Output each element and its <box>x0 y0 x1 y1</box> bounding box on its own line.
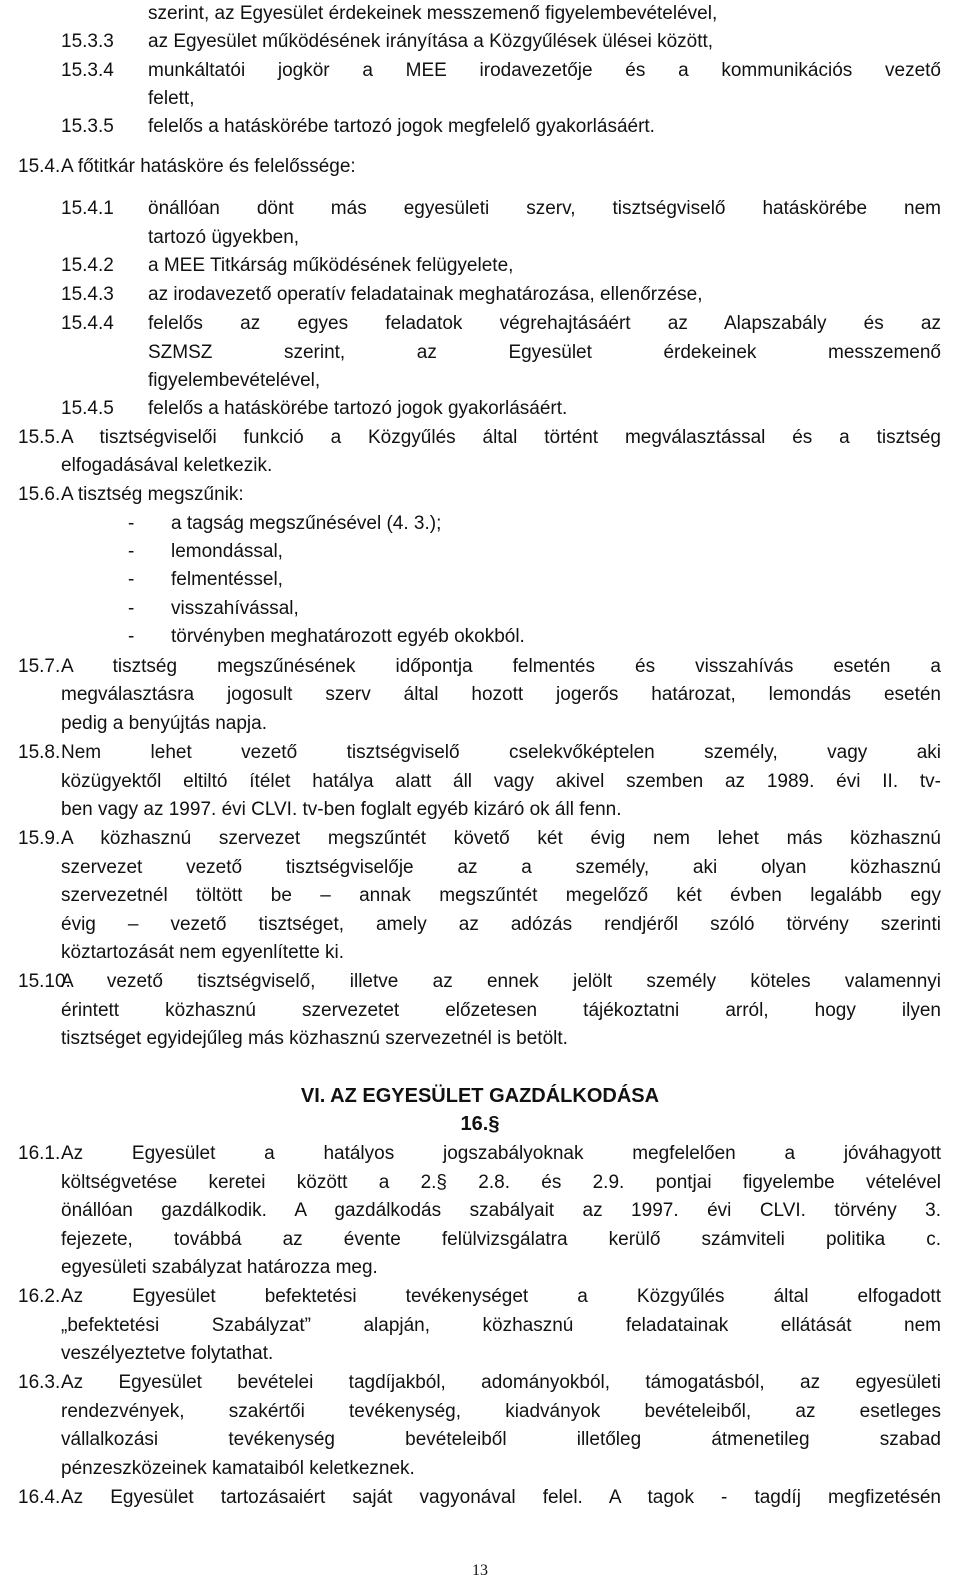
text-line: A tisztség megszűnésének időpontja felmentés és visszahívás esetén a <box>61 656 941 677</box>
text-line: figyelembevételével, <box>148 370 321 391</box>
chapter-title: VI. AZ EGYESÜLET GAZDÁLKODÁSA <box>300 1085 660 1107</box>
text-line: Az Egyesület befektetési tevékenységet a Közgyűlés által elfogadott <box>61 1286 941 1307</box>
section-number: 15.8. <box>18 742 61 763</box>
section-number: 15.7. <box>18 656 61 677</box>
section-heading: 16.§ <box>460 1113 500 1135</box>
list-item: visszahívással, <box>171 598 299 619</box>
text-line: felelős a hatáskörébe tartozó jogok gyakorlásáért. <box>148 398 568 419</box>
list-dash: - <box>128 598 135 619</box>
list-item: a tagság megszűnésével (4. 3.); <box>171 513 442 534</box>
section-number: 16.3. <box>18 1372 61 1393</box>
text-line: évig – vezető tisztséget, amely az adózás rendjéről szóló törvény szerinti <box>61 914 941 935</box>
item-number: 15.3.4 <box>61 60 114 81</box>
list-dash: - <box>128 569 135 590</box>
text-line: az irodavezető operatív feladatainak meghatározása, ellenőrzése, <box>148 284 703 305</box>
text-line: szerint, az Egyesület érdekeinek messzemenő figyelembevételével, <box>148 3 718 24</box>
text-line: egyesületi szabályzat határozza meg. <box>61 1257 378 1278</box>
text-line: felelős az egyes feladatok végrehajtásáért az Alapszabály és az <box>148 313 941 334</box>
text-line: tartozó ügyekben, <box>148 227 300 248</box>
item-number: 15.4.3 <box>61 284 114 305</box>
item-number: 15.4.1 <box>61 198 114 219</box>
text-line: vállalkozási tevékenység bevételeiből illetőleg átmenetileg szabad <box>61 1429 941 1450</box>
section-number: 15.4. <box>18 156 61 177</box>
text-line: az Egyesület működésének irányítása a Közgyűlések ülései között, <box>148 31 714 52</box>
text-line: munkáltatói jogkör a MEE irodavezetője és a kommunikációs vezető <box>148 60 941 81</box>
list-dash: - <box>128 513 135 534</box>
text-line: A tisztség megszűnik: <box>61 484 244 505</box>
text-line: Az Egyesület tartozásaiért saját vagyonával felel. A tagok - tagdíj megfizetésén <box>61 1487 941 1508</box>
text-line: szervezetnél töltött be – annak megszűntét megelőző két évben legalább egy <box>61 885 941 906</box>
text-line: felett, <box>148 88 195 109</box>
text-line: Az Egyesület a hatályos jogszabályoknak megfelelően a jóváhagyott <box>61 1143 941 1164</box>
page-number: 13 <box>472 1562 488 1579</box>
text-line: pedig a benyújtás napja. <box>61 713 267 734</box>
text-line: szervezet vezető tisztségviselője az a személy, aki olyan közhasznú <box>61 857 941 878</box>
text-line: Az Egyesület bevételei tagdíjakból, adományokból, támogatásból, az egyesületi <box>61 1372 941 1393</box>
text-line: felelős a hatáskörébe tartozó jogok megfelelő gyakorlásáért. <box>148 116 655 137</box>
item-number: 15.4.2 <box>61 255 114 276</box>
text-line: Nem lehet vezető tisztségviselő cselekvőképtelen személy, vagy aki <box>61 742 941 763</box>
section-number: 16.4. <box>18 1487 61 1508</box>
text-line: közügyektől eltiltó ítélet hatálya alatt áll vagy akivel szemben az 1989. évi II. tv- <box>61 771 941 792</box>
text-line: „befektetési Szabályzat” alapján, közhasznú feladatainak ellátását nem <box>61 1315 941 1336</box>
list-dash: - <box>128 626 135 647</box>
item-number: 15.4.5 <box>61 398 114 419</box>
section-title: A főtitkár hatásköre és felelőssége: <box>61 156 356 177</box>
text-line: köztartozását nem egyenlítette ki. <box>61 942 345 963</box>
list-dash: - <box>128 541 135 562</box>
section-number: 16.2. <box>18 1286 61 1307</box>
text-line: önállóan dönt más egyesületi szerv, tisztségviselő hatáskörébe nem <box>148 198 941 219</box>
text-line: SZMSZ szerint, az Egyesület érdekeinek messzemenő <box>148 342 941 363</box>
text-line: veszélyeztetve folytathat. <box>61 1343 274 1364</box>
text-line: ben vagy az 1997. évi CLVI. tv-ben foglalt egyéb kizáró ok áll fenn. <box>61 799 622 820</box>
text-line: önállóan gazdálkodik. A gazdálkodás szabályait az 1997. évi CLVI. törvény 3. <box>61 1200 941 1221</box>
text-line: megválasztásra jogosult szerv által hozott jogerős határozat, lemondás esetén <box>61 684 941 705</box>
text-line: tisztséget egyidejűleg más közhasznú szervezetnél is betölt. <box>61 1028 568 1049</box>
text-line: érintett közhasznú szervezetet előzetesen tájékoztatni arról, hogy ilyen <box>61 1000 941 1021</box>
item-number: 15.4.4 <box>61 313 114 334</box>
text-line: fejezete, továbbá az évente felülvizsgálatra kerülő számviteli politika c. <box>61 1229 941 1250</box>
list-item: lemondással, <box>171 541 283 562</box>
list-item: felmentéssel, <box>171 569 283 590</box>
item-number: 15.3.3 <box>61 31 114 52</box>
text-line: pénzeszközeinek kamataiból keletkeznek. <box>61 1458 415 1479</box>
section-number: 15.6. <box>18 484 61 505</box>
text-line: A tisztségviselői funkció a Közgyűlés által történt megválasztással és a tisztség <box>61 427 941 448</box>
text-line: A vezető tisztségviselő, illetve az ennek jelölt személy köteles valamennyi <box>61 971 941 992</box>
text-line: a MEE Titkárság működésének felügyelete, <box>148 255 514 276</box>
text-line: költségvetése keretei között a 2.§ 2.8. és 2.9. pontjai figyelembe vételével <box>61 1172 941 1193</box>
section-number: 15.9. <box>18 828 61 849</box>
list-item: törvényben meghatározott egyéb okokból. <box>171 626 525 647</box>
text-line: A közhasznú szervezet megszűntét követő két évig nem lehet más közhasznú <box>61 828 941 849</box>
text-line: elfogadásával keletkezik. <box>61 455 273 476</box>
section-number: 16.1. <box>18 1143 61 1164</box>
item-number: 15.3.5 <box>61 116 114 137</box>
text-line: rendezvények, szakértői tevékenység, kiadványok bevételeiből, az esetleges <box>61 1401 941 1422</box>
section-number: 15.5. <box>18 427 61 448</box>
section-number: 15.10. <box>18 971 71 992</box>
